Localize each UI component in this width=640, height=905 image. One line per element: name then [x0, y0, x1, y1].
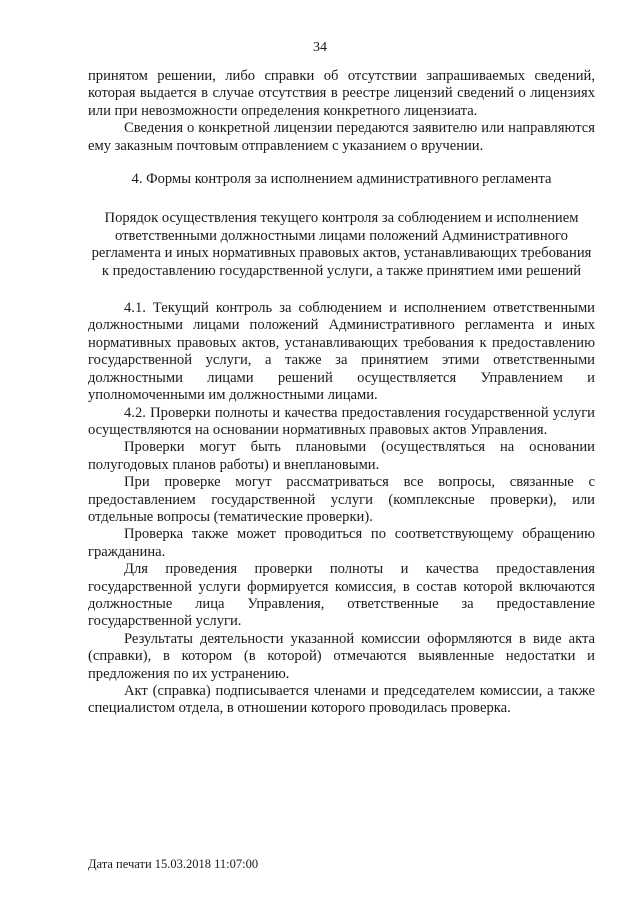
print-date-footer: Дата печати 15.03.2018 11:07:00: [88, 857, 259, 871]
page-number: 34: [313, 40, 327, 55]
paragraph-check-request: Проверка также может проводиться по соответствующему обращению гражданина.: [88, 526, 595, 560]
paragraph-4-1: 4.1. Текущий контроль за соблюдением и исполнением ответственными должностными лицами положений Административного регламента и иных нормативных правовых актов, устанавливающих требования к предоставлению государственной услуги, а также за принятием этими ответственными должностными лицами решений осуществляется Управлением и уполномоченными им должностными лицами.: [88, 300, 595, 404]
paragraph-results: Результаты деятельности указанной комиссии оформляются в виде акта (справки), в котором (в которой) отмечаются выявленные недостатки и предложения по их устранению.: [88, 630, 595, 682]
document-body: [88, 68, 595, 718]
paragraph-check-scope: При проверке могут рассматриваться все вопросы, связанные с предоставлением государственной услуги (комплексные проверки), или отдельные вопросы (тематические проверки).: [88, 474, 595, 525]
paragraph-check-types: Проверки могут быть плановыми (осуществляться на основании полугодовых планов работы) и внеплановыми.: [88, 439, 595, 473]
paragraph-commission: Для проведения проверки полноты и качества предоставления государственной услуги формируется комиссия, в состав которой включаются должностные лица Управления, ответственные за предоставление государственной услуги.: [88, 561, 595, 630]
section-title: 4. Формы контроля за исполнением административного регламента: [131, 171, 552, 188]
paragraph-act: Акт (справка) подписывается членами и председателем комиссии, а также специалистом отдела, в отношении которого проводилась проверка.: [88, 683, 595, 717]
paragraph-license-info: Сведения о конкретной лицензии передаются заявителю или направляются ему заказным почтовым отправлением с указанием о вручении.: [88, 120, 595, 154]
subsection-title: Порядок осуществления текущего контроля за соблюдением и исполнением ответственными должностными лицами положений Административного регламента и иных нормативных правовых актов, устанавливающих требования к предоставлению государственной услуги, а также принятием ими решений: [91, 210, 592, 279]
paragraph-4-2: 4.2. Проверки полноты и качества предоставления государственной услуги осуществляются на основании нормативных правовых актов Управления.: [88, 404, 595, 438]
paragraph-intro: принятом решении, либо справки об отсутствии запрашиваемых сведений, которая выдается в случае отсутствия в реестре лицензий сведений о лицензиях или при невозможности определения конкретного лицензиата.: [88, 68, 595, 119]
